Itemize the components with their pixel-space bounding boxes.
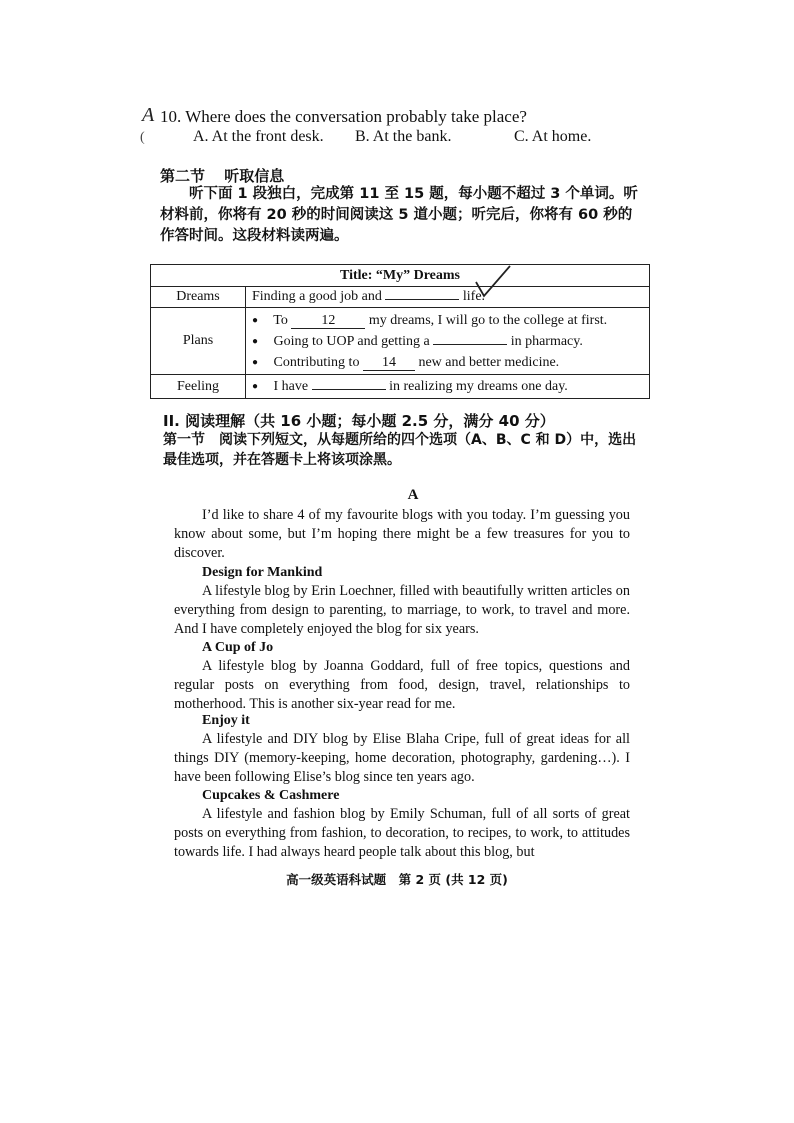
line-text: my dreams, I will go to the college at first. xyxy=(368,312,608,328)
line-text: in realizing my dreams one day. xyxy=(389,378,568,394)
blog-description: A lifestyle and fashion blog by Emily Schuman, full of all sorts of great posts on everything from fashion, to decoration, to recipes, to work, to attitudes towards life. I had always heard people talk about this blog, but xyxy=(174,806,630,861)
line-text: Going to UOP and getting a xyxy=(273,333,430,349)
blog-description: A lifestyle blog by Joanna Goddard, full of free topics, questions and regular posts on everything from food, design, travel, relationships to motherhood. This is another six-year read for me. xyxy=(174,658,630,713)
bullet-icon: ● xyxy=(252,335,259,347)
blog-description: A lifestyle and DIY blog by Elise Blaha Cripe, full of great ideas for all things DIY (memory-keeping, home decoration, photography, gardening…). I have been following Elise’s blog since ten years ago. xyxy=(174,731,630,786)
line-text: new and better medicine. xyxy=(418,354,560,370)
handwritten-check-icon xyxy=(474,264,514,300)
answer-blank[interactable] xyxy=(433,344,507,345)
handwritten-mark: A xyxy=(142,104,155,126)
table-row xyxy=(151,375,650,399)
row-label: Plans xyxy=(151,308,246,375)
section-label: 第二节 xyxy=(160,167,206,185)
row-content xyxy=(246,308,650,375)
passage-letter: A xyxy=(407,487,419,503)
blog-description: A lifestyle blog by Erin Loechner, filled with beautifully written articles on everything from design to parenting, to marriage, to work, to travel and more. And I have completely enjoyed the blog for six years. xyxy=(174,583,630,638)
section-2-instructions: 听下面 1 段独白，完成第 11 至 15 题，每小题不超过 3 个单词。听材料前，你将有 20 秒的时间阅读这 5 道小题；听完后，你将有 60 秒的作答时间。这段材料读两遍。 xyxy=(160,186,638,244)
answer-blank[interactable] xyxy=(312,389,386,390)
option-b: B. At the bank. xyxy=(355,128,452,145)
row-content xyxy=(246,375,650,399)
answer-blank[interactable]: 12 xyxy=(291,313,365,329)
option-c: C. At home. xyxy=(514,128,592,145)
question-10-options xyxy=(193,128,591,146)
passage-intro: I’d like to share 4 of my favourite blogs with you today. I’m guessing you know about some, but I’m hoping there might be a few treasures for you to discover. xyxy=(174,507,630,562)
table-title: Title: “My” Dreams xyxy=(151,265,650,287)
question-10 xyxy=(160,107,527,127)
handwritten-mark-small: ( xyxy=(140,130,145,145)
answer-blank[interactable] xyxy=(385,299,459,300)
notes-table xyxy=(150,264,650,399)
question-text: Where does the conversation probably take place? xyxy=(185,107,527,126)
option-a: A. At the front desk. xyxy=(193,128,324,145)
line-text: life. xyxy=(462,289,486,304)
answer-blank[interactable]: 14 xyxy=(363,355,415,371)
question-number: 10. xyxy=(160,107,182,126)
part-2-instructions: 第一节 阅读下列短文，从每题所给的四个选项（A、B、C 和 D）中，选出最佳选项，并在答题卡上将该项涂黑。 xyxy=(163,432,637,468)
section-2-heading xyxy=(160,165,298,186)
section-title: 听取信息 xyxy=(224,167,285,185)
blog-title: A Cup of Jo xyxy=(202,640,274,655)
part-2-heading: II. 阅读理解（共 16 小题；每小题 2.5 分，满分 40 分） xyxy=(163,412,555,430)
bullet-icon: ● xyxy=(252,314,259,326)
table-row xyxy=(151,287,650,308)
row-label: Feeling xyxy=(151,375,246,399)
blog-title: Enjoy it xyxy=(202,713,250,728)
blog-title: Cupcakes & Cashmere xyxy=(202,788,340,803)
plan-line xyxy=(252,352,643,373)
bullet-icon: ● xyxy=(252,380,259,392)
table-row xyxy=(151,308,650,375)
line-text: To xyxy=(273,312,288,328)
line-text: Finding a good job and xyxy=(252,289,382,304)
bullet-icon: ● xyxy=(252,356,259,368)
line-text: I have xyxy=(273,378,309,394)
plan-line xyxy=(252,331,643,352)
plan-line xyxy=(252,310,643,331)
row-content xyxy=(246,287,650,308)
line-text: Contributing to xyxy=(273,354,360,370)
page-footer: 高一级英语科试题 第 2 页 (共 12 页) xyxy=(286,872,508,887)
line-text: in pharmacy. xyxy=(510,333,583,349)
blog-title: Design for Mankind xyxy=(202,565,323,580)
row-label: Dreams xyxy=(151,287,246,308)
